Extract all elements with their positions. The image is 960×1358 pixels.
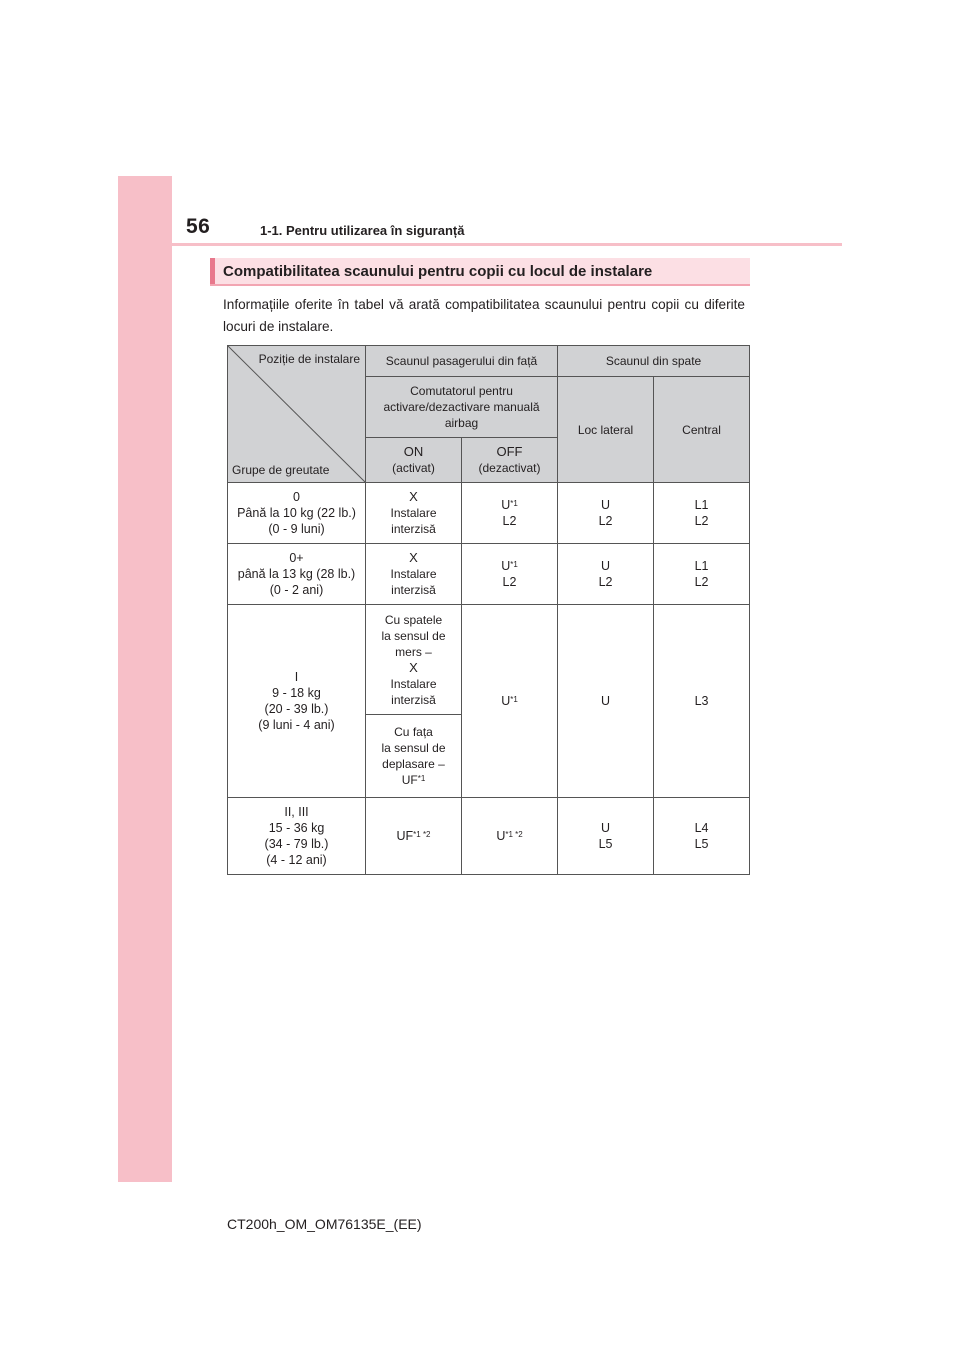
cell-line: la sensul de: [381, 741, 446, 755]
airbag-on-header: [366, 438, 462, 483]
airbag-off-sub: (dezactivat): [478, 461, 541, 475]
cell-line: L4: [694, 821, 709, 835]
airbag-switch-line: airbag: [444, 416, 479, 430]
cell-line: L2: [598, 514, 613, 528]
cell-line: L2: [598, 575, 613, 589]
front-off-cell: [462, 483, 558, 544]
front-seat-header: Scaunul pasagerului din față: [366, 346, 558, 377]
compatibility-table: [227, 345, 750, 875]
rear-lateral-cell: [558, 798, 654, 875]
document-code-footer: CT200h_OM_OM76135E_(EE): [227, 1216, 422, 1232]
cell-line: [462, 558, 557, 574]
cell-line: L5: [694, 837, 709, 851]
footnote-mark: *1 *2: [413, 830, 431, 839]
lateral-seat-header: Loc lateral: [558, 377, 654, 483]
cell-line: interzisă: [391, 522, 436, 536]
footnote-mark: *1: [510, 560, 518, 569]
side-color-band: [118, 176, 172, 1182]
front-off-cell: [462, 798, 558, 875]
weight-group-cell: [228, 798, 366, 875]
cell-line: X: [409, 659, 418, 675]
cell-line: la sensul de: [381, 628, 446, 643]
central-seat-header: Central: [654, 377, 750, 483]
cell-code: U: [496, 829, 506, 843]
table-corner-header: [228, 346, 366, 483]
group-line: 9 - 18 kg: [272, 686, 321, 700]
group-line: II, III: [284, 805, 309, 819]
group-line: I: [294, 670, 299, 684]
table-row: [228, 483, 750, 544]
cell-line: X: [409, 489, 418, 504]
cell-line: U: [601, 821, 611, 835]
page-number: 56: [186, 215, 211, 238]
front-on-cell: [366, 798, 462, 875]
cell-line: [366, 828, 461, 844]
group-line: 0: [293, 490, 300, 504]
group-line: până la 13 kg (28 lb.): [237, 567, 356, 581]
cell-line: U: [601, 498, 611, 512]
cell-code: U: [501, 559, 511, 573]
cell-line: [366, 772, 461, 788]
airbag-switch-line: Comutatorul pentru: [410, 384, 513, 398]
front-off-cell: [462, 544, 558, 605]
table-row: [228, 605, 750, 715]
airbag-off-header: [462, 438, 558, 483]
airbag-on-sub: (activat): [392, 461, 435, 475]
airbag-off-label: OFF: [496, 444, 523, 459]
weight-groups-label: Grupe de greutate: [232, 463, 330, 477]
group-line: (9 luni - 4 ani): [258, 718, 335, 732]
cell-line: L1: [694, 559, 709, 573]
weight-group-cell: [228, 544, 366, 605]
table-row: [228, 798, 750, 875]
group-line: (20 - 39 lb.): [264, 702, 329, 716]
front-on-cell: [366, 483, 462, 544]
cell-line: L1: [694, 498, 709, 512]
footnote-mark: *1: [417, 774, 426, 783]
section-title: Compatibilitatea scaunului pentru copii cu locul de instalare: [223, 263, 653, 280]
cell-line: L2: [502, 575, 517, 589]
footnote-mark: *1: [510, 695, 518, 704]
group-line: (0 - 2 ani): [269, 583, 324, 597]
front-off-cell: [462, 605, 558, 798]
rear-central-cell: [654, 798, 750, 875]
table-row: [228, 544, 750, 605]
cell-line: L2: [502, 514, 517, 528]
section-accent-mark: [210, 258, 215, 284]
group-line: (0 - 9 luni): [268, 522, 325, 536]
airbag-switch-line: activare/dezactivare manuală: [383, 400, 540, 414]
cell-line: L2: [694, 575, 709, 589]
front-on-front-facing-cell: [366, 715, 462, 798]
front-on-rear-facing-cell: [366, 605, 462, 715]
airbag-on-label: ON: [403, 444, 424, 459]
installation-position-label: Poziție de instalare: [258, 352, 360, 366]
cell-line: deplasare –: [382, 757, 445, 771]
cell-code: U: [501, 498, 511, 512]
cell-line: L2: [694, 514, 709, 528]
cell-line: [462, 497, 557, 513]
cell-line: Instalare: [390, 676, 437, 691]
group-line: (34 - 79 lb.): [264, 837, 329, 851]
cell-line: mers –: [395, 644, 432, 659]
cell-line: L5: [598, 837, 613, 851]
cell-code: UF: [401, 773, 418, 787]
cell-line: Instalare: [390, 567, 437, 581]
cell-line: U: [601, 559, 611, 573]
rear-central-cell: [654, 544, 750, 605]
header-rule: [172, 243, 842, 246]
rear-lateral-cell: U: [558, 605, 654, 798]
weight-group-cell: [228, 605, 366, 798]
cell-line: interzisă: [391, 692, 436, 707]
group-line: Până la 10 kg (22 lb.): [237, 506, 356, 520]
cell-code: U: [501, 694, 511, 708]
footnote-mark: *1 *2: [505, 830, 523, 839]
rear-lateral-cell: [558, 483, 654, 544]
rear-central-cell: L3: [654, 605, 750, 798]
rear-central-cell: [654, 483, 750, 544]
cell-line: Cu spatele: [384, 612, 443, 627]
front-on-cell: [366, 544, 462, 605]
cell-line: [462, 693, 557, 709]
weight-group-cell: [228, 483, 366, 544]
cell-line: Cu fața: [394, 725, 433, 739]
rear-lateral-cell: [558, 544, 654, 605]
group-line: 15 - 36 kg: [268, 821, 325, 835]
intro-paragraph: Informațiile oferite în tabel vă arată compatibilitatea scaunului pentru copii cu diferite locuri de instalare.: [223, 297, 745, 334]
cell-line: Instalare: [390, 506, 437, 520]
chapter-title: 1-1. Pentru utilizarea în siguranță: [260, 223, 465, 238]
footnote-mark: *1: [510, 499, 518, 508]
cell-line: [462, 828, 557, 844]
section-heading-bar: [210, 258, 750, 286]
group-line: 0+: [289, 551, 304, 565]
group-line: (4 - 12 ani): [266, 853, 327, 867]
cell-line: X: [409, 550, 418, 565]
airbag-switch-header: [366, 377, 558, 438]
cell-code: UF: [396, 829, 414, 843]
cell-line: interzisă: [391, 583, 436, 597]
rear-seat-header: Scaunul din spate: [558, 346, 750, 377]
